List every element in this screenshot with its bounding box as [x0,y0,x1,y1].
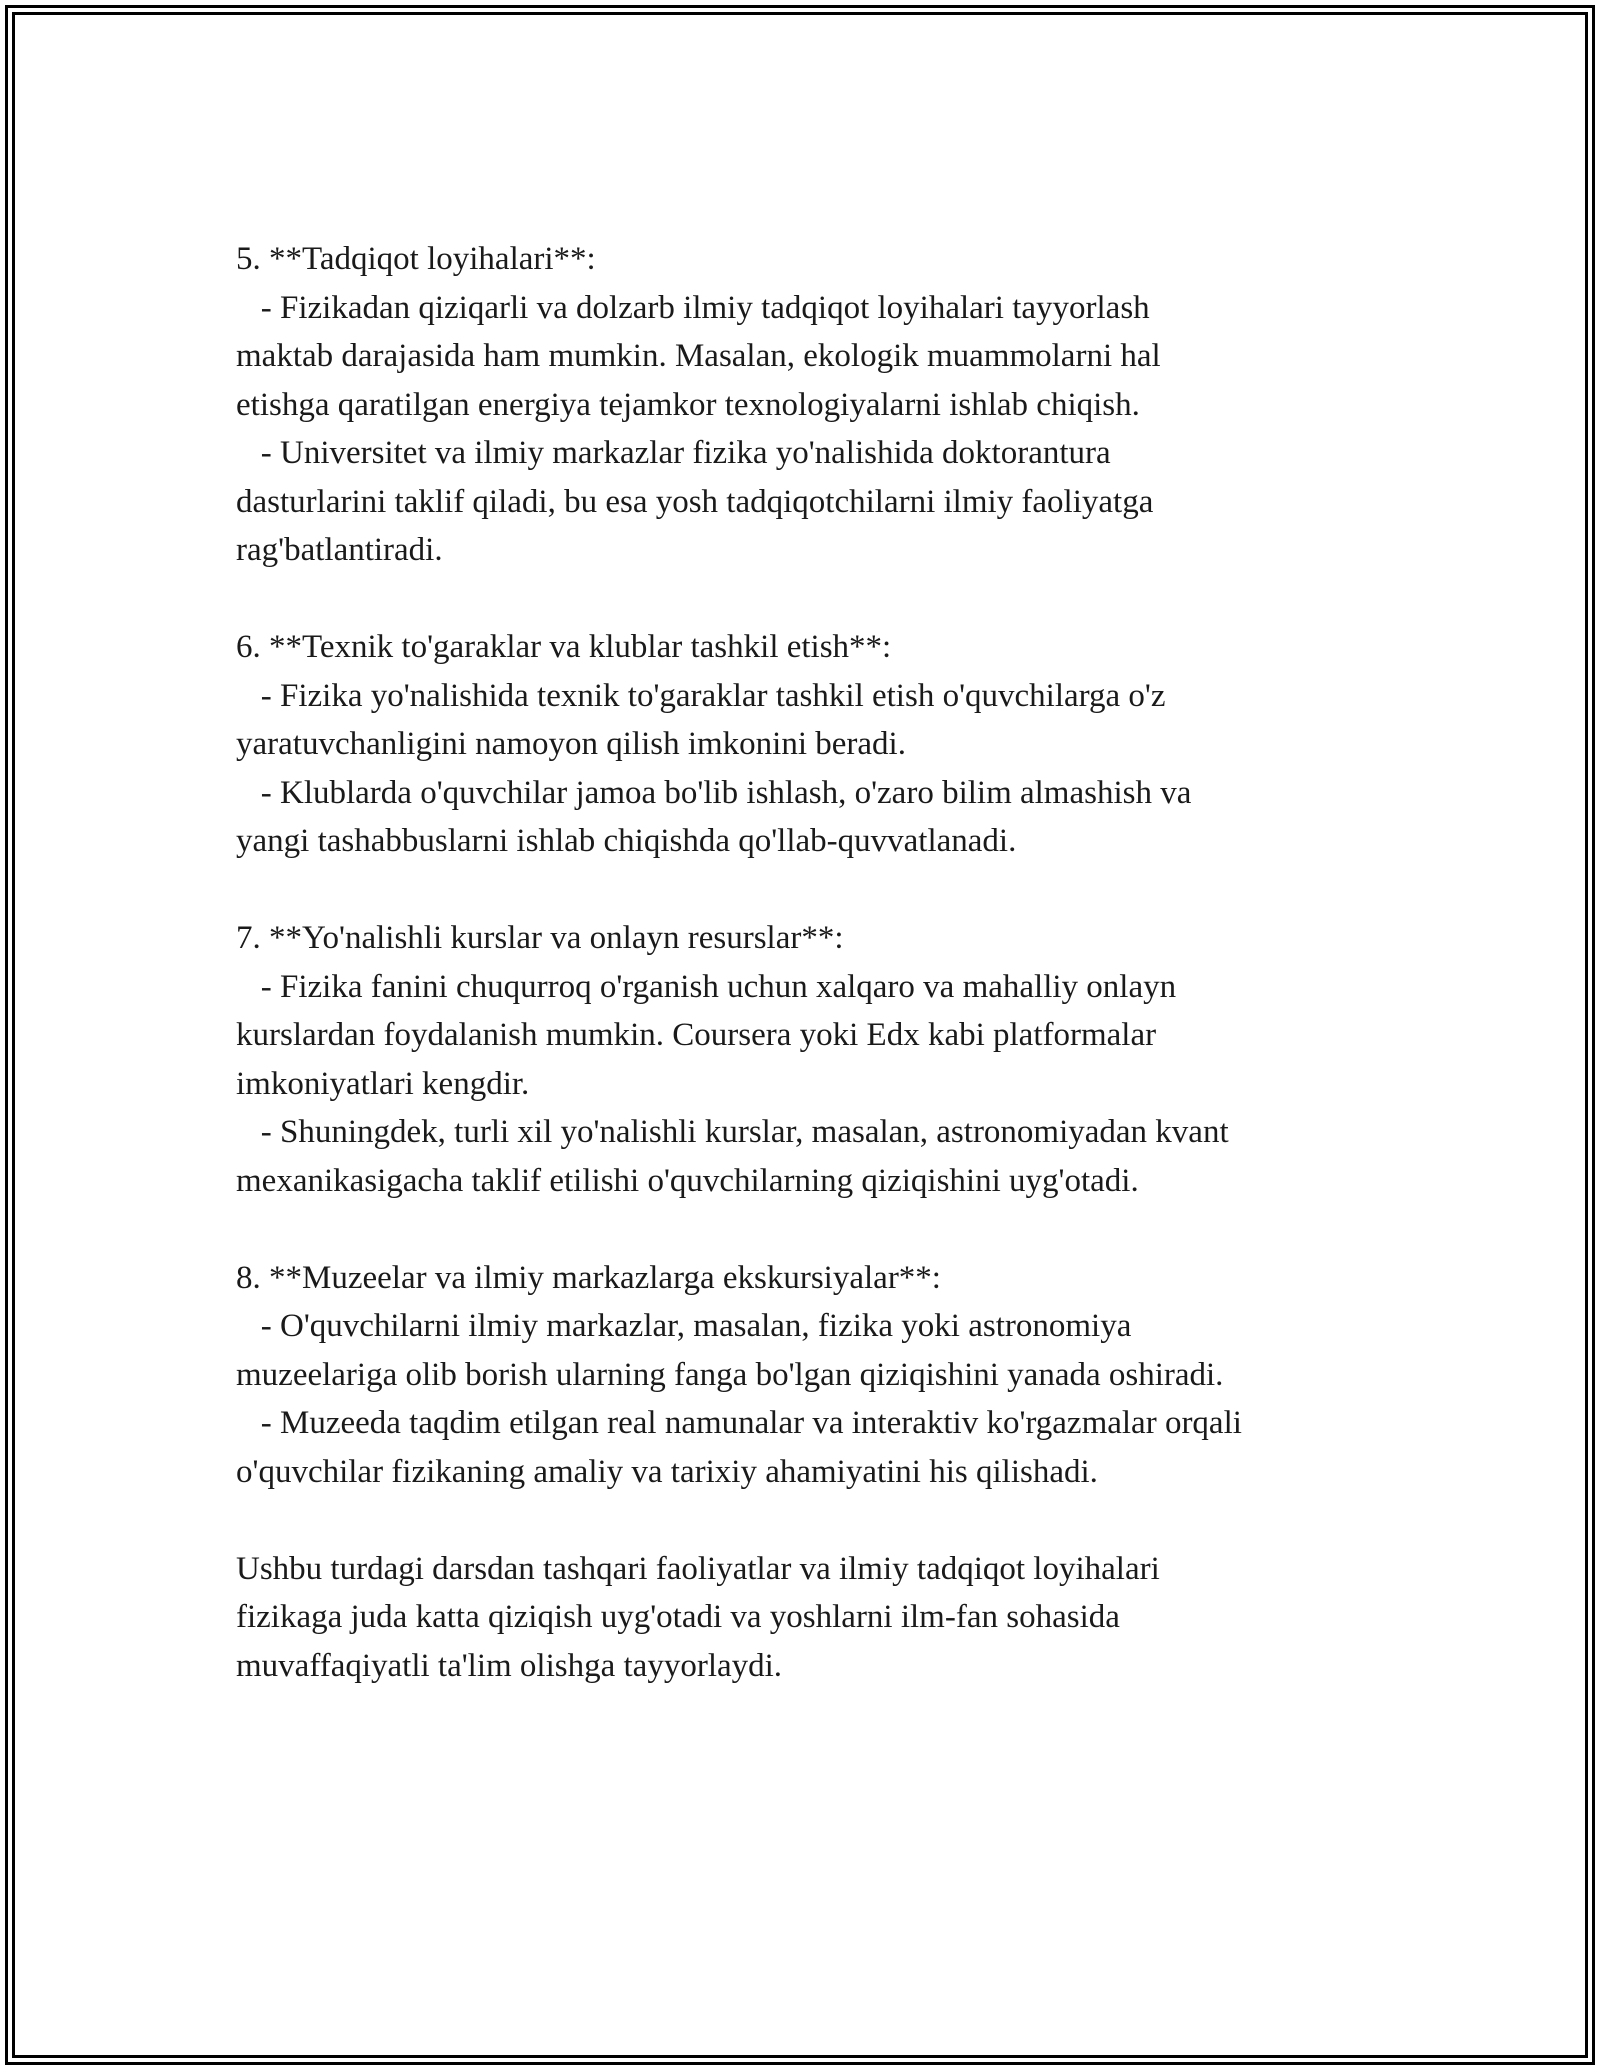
text-line: maktab darajasida ham mumkin. Masalan, ekologik muammolarni hal [236,338,1161,374]
text-line: mexanikasigacha taklif etilishi o'quvchilarning qiziqishini uyg'otadi. [236,1162,1139,1199]
text-line: imkoniyatlari kengdir. [236,1065,530,1102]
text-line: Ushbu turdagi darsdan tashqari faoliyatlar va ilmiy tadqiqot loyihalari [236,1550,1160,1587]
bullet-item [236,1108,1386,1205]
section-title: 8. **Muzeelar va ilmiy markazlarga ekskursiyalar**: [236,1259,941,1296]
text-line: yaratuvchanligini namoyon qilish imkonini beradi. [236,726,906,762]
text-line: kurslardan foydalanish mumkin. Coursera yoki Edx kabi platformalar [236,1017,1157,1053]
text-line: - Universitet va ilmiy markazlar fizika yo'nalishida doktorantura [236,435,1111,471]
text-line: muvaffaqiyatli ta'lim olishga tayyorlaydi. [236,1647,783,1684]
text-line: dasturlarini taklif qiladi, bu esa yosh tadqiqotchilarni ilmiy faoliyatga [236,483,1154,520]
conclusion-paragraph [236,1545,1386,1691]
bullet-item [236,284,1386,430]
document-body [236,235,1386,1739]
text-line: - Shuningdek, turli xil yo'nalishli kurslar, masalan, astronomiyadan kvant [236,1114,1229,1150]
text-line: muzeelariga olib borish ularning fanga bo'lgan qiziqishini yanada oshiradi. [236,1356,1224,1393]
text-line: - Fizika fanini chuqurroq o'rganish uchun xalqaro va mahalliy onlayn [236,968,1177,1005]
bullet-item [236,1302,1386,1399]
text-line: etishga qaratilgan energiya tejamkor texnologiyalarni ishlab chiqish. [236,386,1140,423]
section-6 [236,623,1386,866]
section-8 [236,1254,1386,1497]
text-line: o'quvchilar fizikaning amaliy va tarixiy ahamiyatini his qilishadi. [236,1453,1098,1490]
text-line: - Fizika yo'nalishida texnik to'garaklar tashkil etish o'quvchilarga o'z [236,677,1166,714]
text-line: - Klublarda o'quvchilar jamoa bo'lib ishlash, o'zaro bilim almashish va [236,774,1192,811]
text-line: rag'batlantiradi. [236,532,443,568]
text-line: - Fizikadan qiziqarli va dolzarb ilmiy tadqiqot loyihalari tayyorlash [236,289,1150,326]
section-5 [236,235,1386,575]
section-7 [236,914,1386,1205]
text-line: yangi tashabbuslarni ishlab chiqishda qo'llab-quvvatlanadi. [236,823,1017,859]
text-line: - O'quvchilarni ilmiy markazlar, masalan, fizika yoki astronomiya [236,1308,1132,1344]
section-title: 6. **Texnik to'garaklar va klublar tashkil etish**: [236,629,892,665]
bullet-item [236,769,1386,866]
section-title: 5. **Tadqiqot loyihalari**: [236,241,596,277]
bullet-item [236,1399,1386,1496]
section-title: 7. **Yo'nalishli kurslar va onlayn resurslar**: [236,920,844,956]
bullet-item [236,963,1386,1109]
text-line: fizikaga juda katta qiziqish uyg'otadi va yoshlarni ilm-fan sohasida [236,1599,1120,1635]
bullet-item [236,429,1386,575]
bullet-item [236,672,1386,769]
text-line: - Muzeeda taqdim etilgan real namunalar va interaktiv ko'rgazmalar orqali [236,1405,1242,1441]
